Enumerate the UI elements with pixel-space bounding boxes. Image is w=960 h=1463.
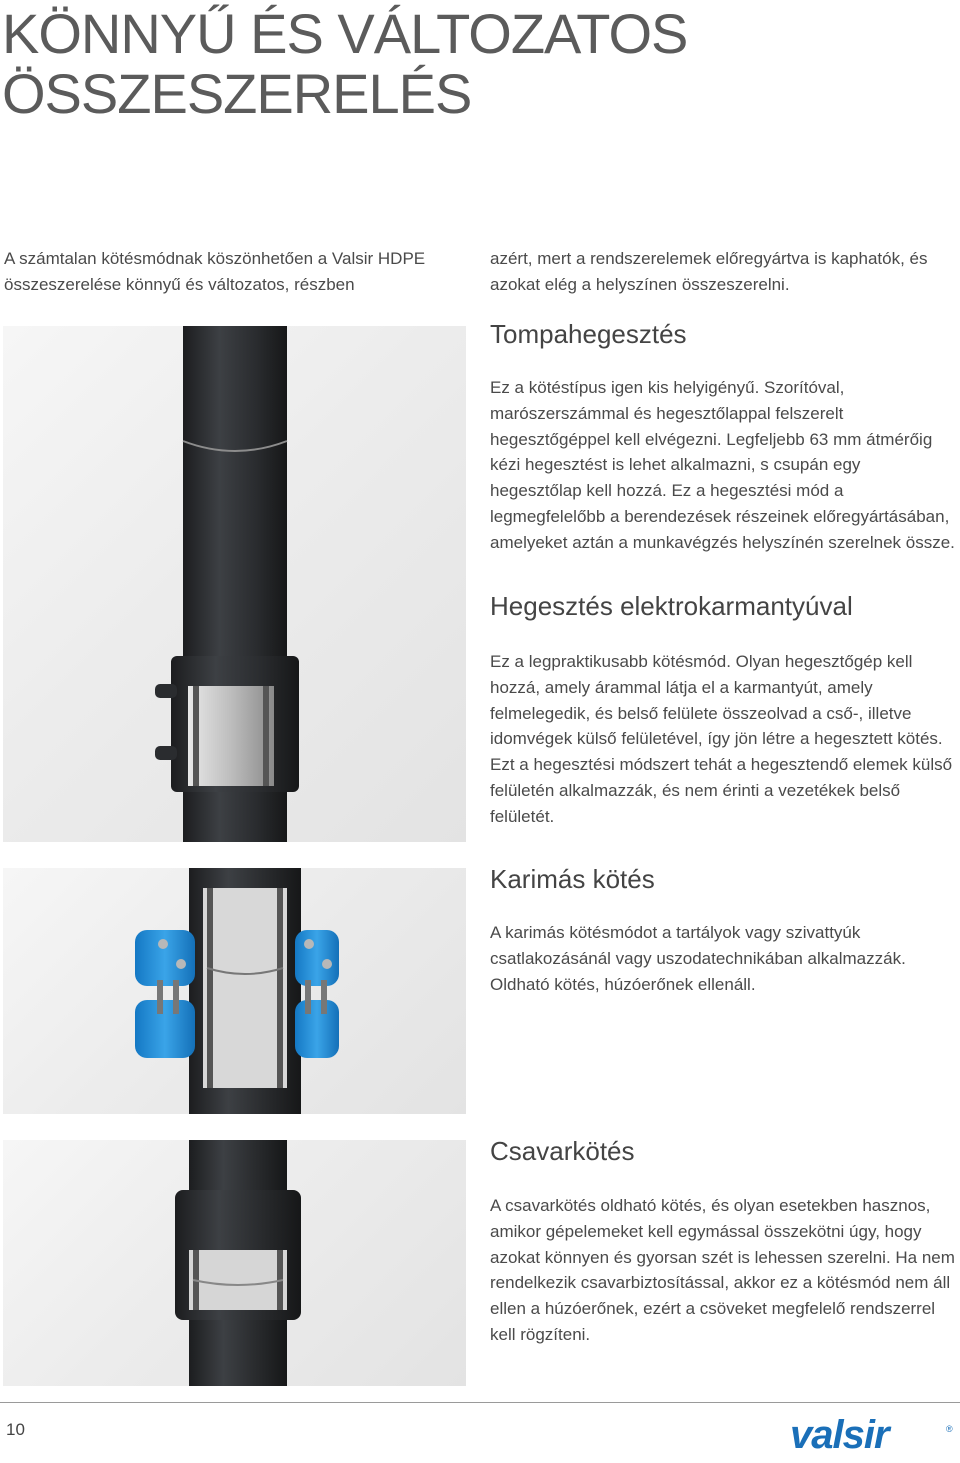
intro-text-left: A számtalan kötésmódnak köszönhetően a Valsir HDPE összeszerelése könnyű és változatos, részben — [4, 249, 426, 294]
section-title-butt-welding: Tompahegesztés — [490, 319, 687, 349]
page-title — [2, 4, 952, 124]
section-title-electrofusion: Hegesztés elektrokarmantyúval — [490, 591, 853, 621]
page-title-line1: KÖNNYŰ ÉS VÁLTOZATOS — [2, 2, 688, 65]
valsir-logo — [788, 1410, 958, 1458]
pipe-electrofusion-image — [3, 326, 466, 842]
page-number: 10 — [6, 1420, 25, 1439]
section-body-flange: A karimás kötésmódot a tartályok vagy szivattyúk csatlakozásánál vagy uszodatechnikában alkalmazzák. Oldható kötés, húzóerőnek ellenáll. — [490, 923, 906, 994]
footer-divider — [0, 1402, 960, 1403]
page-title-line2: ÖSSZESZERELÉS — [2, 62, 472, 125]
pipe-flange-image — [3, 868, 466, 1114]
section-title-screw-joint: Csavarkötés — [490, 1136, 635, 1166]
section-body-screw-joint: A csavarkötés oldható kötés, és olyan esetekben hasznos, amikor gépelemeket kell egymással összekötni úgy, hogy azokat könnyen és gyorsan szét is lehessen szerelni. Ha nem rendelkezik csavarbiztosítással, akkor ez a kötésmód nem áll ellen a húzóerőnek, ezért a csöveket megfelelő rendszerrel kell rögzíteni. — [490, 1196, 955, 1344]
intro-text-right: azért, mert a rendszerelemek előregyártva is kaphatók, és azokat elég a helyszínen összeszerelni. — [490, 249, 928, 294]
section-body-butt-welding: Ez a kötéstípus igen kis helyigényű. Szorítóval, marószerszámmal és hegesztőlappal felszerelt hegesztőgéppel kell elvégezni. Legfeljebb 63 mm átmérőig kézi hegesztést is lehet alkalmazni, s csupán egy hegesztőlap kell hozzá. Ez a hegesztési mód a legmegfelelőbb a berendezések részeinek előregyártásában, amelyeket aztán a munkavégzés helyszínén szerelnek össze. — [490, 378, 955, 552]
svg-text:®: ® — [946, 1424, 953, 1434]
logo-text: valsir — [790, 1413, 889, 1457]
pipe-screw-joint-image — [3, 1140, 466, 1386]
section-title-flange: Karimás kötés — [490, 864, 655, 894]
section-body-electrofusion: Ez a legpraktikusabb kötésmód. Olyan hegesztőgép kell hozzá, amely árammal látja el a karmantyút, amely felmelegedik, és belső felülete összeolvad a cső-, illetve idomvégek külső felületével, így jön létre a hegesztett kötés. Ezt a hegesztési módszert tehát a hegesztendő elemek külső felületén alkalmazzák, és nem érinti a vezetékek belső felületét. — [490, 652, 953, 826]
